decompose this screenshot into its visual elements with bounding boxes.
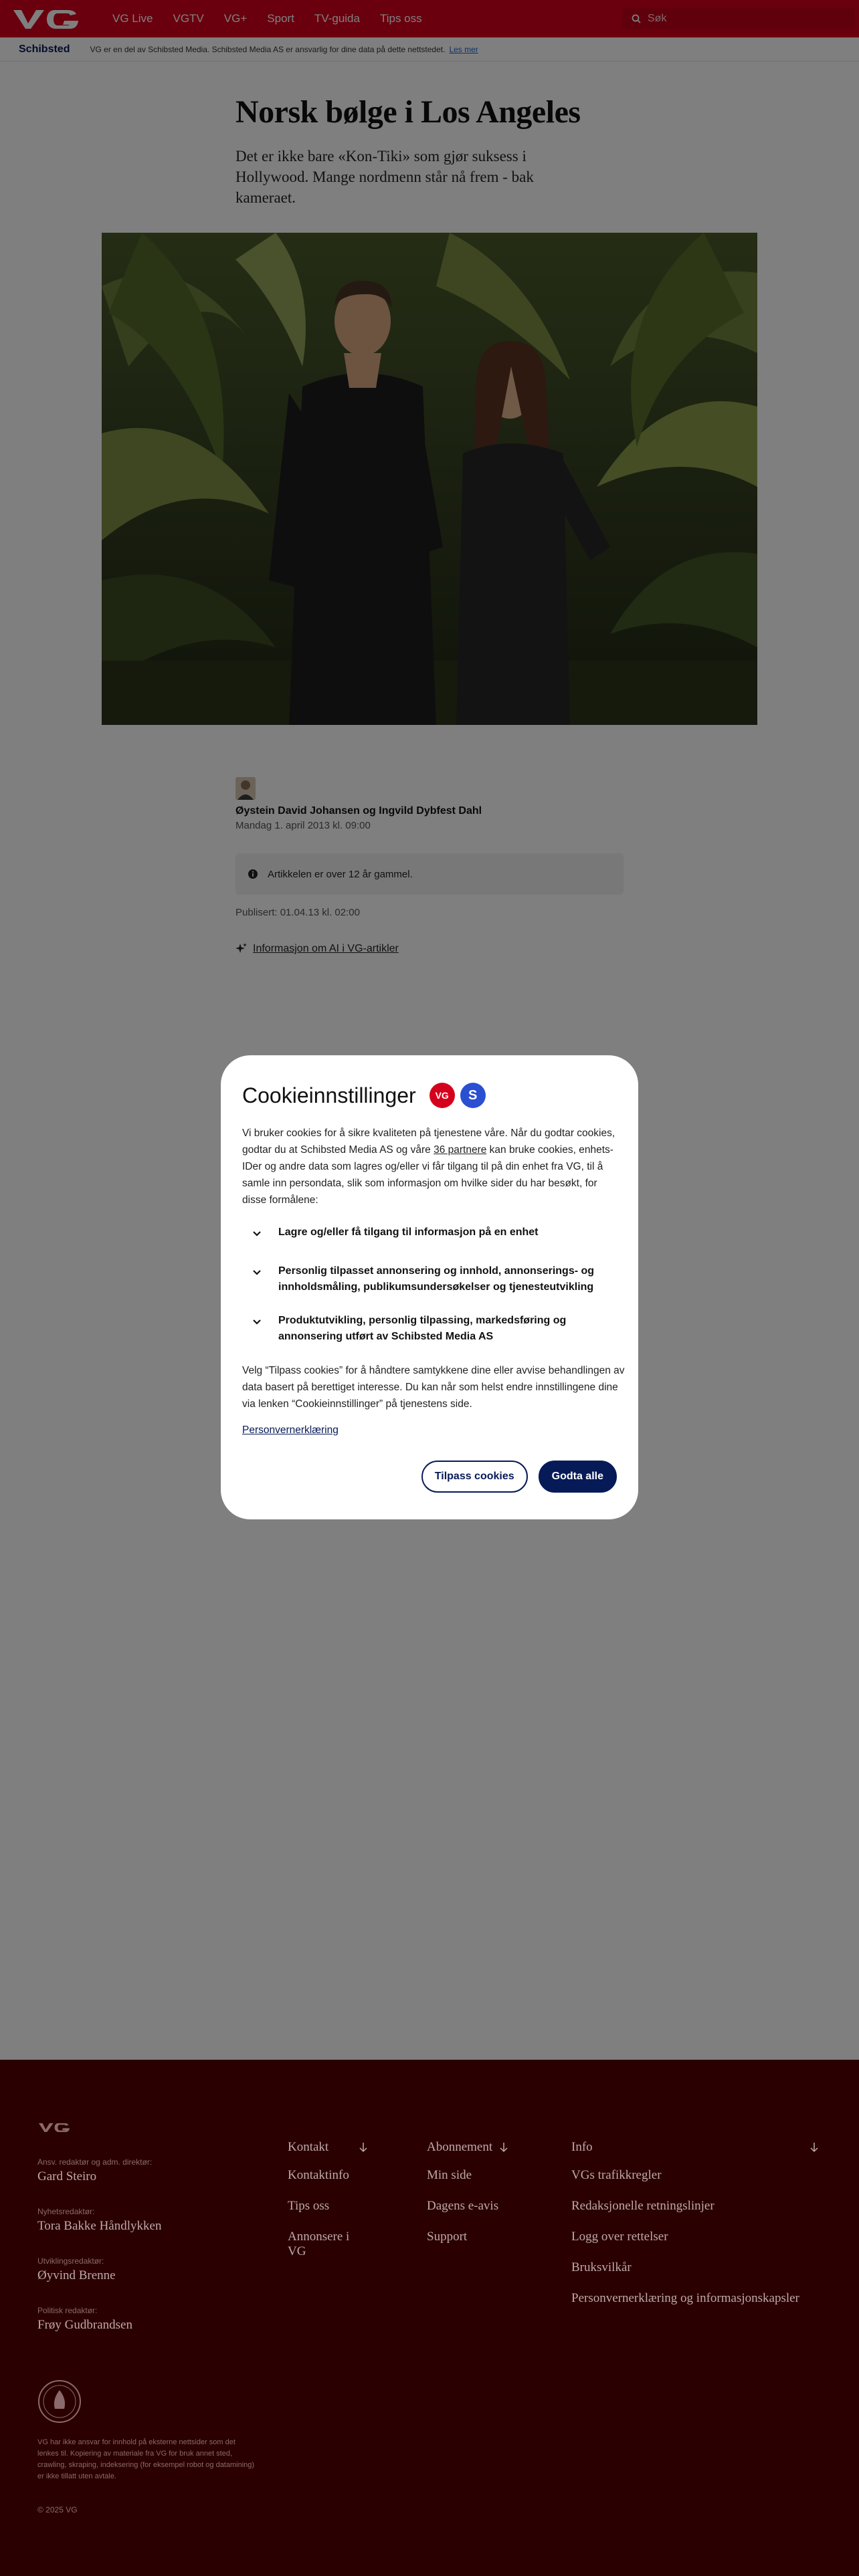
footer-link[interactable]: Redaksjonelle retningslinjer: [571, 2199, 714, 2213]
schibsted-badge-icon: S: [460, 1083, 486, 1108]
purpose-label: Lagre og/eller få tilgang til informasjon på en enhet: [278, 1226, 539, 1238]
purpose-item-advertising[interactable]: [242, 1263, 617, 1295]
footer-link[interactable]: Logg over rettelser: [571, 2230, 668, 2244]
footer-column-title: Abonnement: [427, 2140, 493, 2154]
partners-link[interactable]: 36 partnere: [434, 1144, 487, 1156]
staff-name: Frøy Gudbrandsen: [37, 2318, 132, 2332]
footer-column-title: Kontakt: [288, 2140, 329, 2154]
customize-cookies-button[interactable]: Tilpass cookies: [421, 1461, 528, 1493]
arrow-down-icon: [359, 2142, 368, 2153]
staff-role: Utviklingsredaktør:: [37, 2256, 104, 2266]
purpose-label: Personlig tilpasset annonsering og innhold, annonserings- og innholdsmåling, publikumsundersøkelser og tjenesteutvikling: [278, 1265, 595, 1293]
purpose-item-storage[interactable]: [242, 1224, 617, 1241]
accept-all-button[interactable]: Godta alle: [539, 1461, 617, 1493]
chevron-down-icon[interactable]: [250, 1315, 264, 1328]
staff-role: Politisk redaktør:: [37, 2306, 98, 2315]
staff-name: Gard Steiro: [37, 2169, 97, 2183]
footer-link[interactable]: Tips oss: [288, 2199, 330, 2213]
footer-link[interactable]: VGs trafikkregler: [571, 2168, 662, 2182]
chevron-down-icon[interactable]: [250, 1226, 264, 1240]
cookie-dialog-actions: [421, 1461, 617, 1493]
footer-column-info: [571, 2140, 819, 2322]
purpose-label: Produktutvikling, personlig tilpassing, markedsføring og annonsering utført av Schibsted Media AS: [278, 1315, 567, 1342]
vg-badge-icon: VG: [430, 1083, 455, 1108]
cookie-intro-text: [242, 1125, 621, 1208]
cookie-consent-dialog: [221, 1055, 638, 1519]
cookie-dialog-title: Cookieinnstillinger: [242, 1083, 416, 1107]
footer-link[interactable]: Min side: [427, 2168, 472, 2182]
footer-column-subscription: [427, 2140, 508, 2260]
footer-link[interactable]: Dagens e-avis: [427, 2199, 499, 2213]
footer-column-header[interactable]: [427, 2140, 508, 2155]
cookie-intro-part1: Vi bruker cookies for å sikre kvaliteten på tjenestene våre. Når du godtar cookies, godtar du at Schibsted Media AS og våre: [242, 1128, 615, 1156]
staff-name: Tora Bakke Håndlykken: [37, 2219, 162, 2233]
arrow-down-icon: [499, 2142, 508, 2153]
privacy-policy-link[interactable]: Personvernerklæring: [242, 1424, 339, 1436]
footer-column-header[interactable]: [571, 2140, 819, 2155]
site-footer: [0, 2060, 859, 2576]
footer-copyright: © 2025 VG: [37, 2505, 78, 2514]
footer-link[interactable]: Annonsere i VG: [288, 2230, 350, 2258]
footer-column-header[interactable]: [288, 2140, 368, 2155]
footer-column-title: Info: [571, 2140, 593, 2154]
footer-link[interactable]: Support: [427, 2230, 468, 2244]
staff-name: Øyvind Brenne: [37, 2268, 116, 2282]
staff-role: Ansv. redaktør og adm. direktør:: [37, 2157, 153, 2167]
purpose-item-product-development[interactable]: [242, 1313, 617, 1345]
footer-column-contact: [288, 2140, 368, 2275]
press-ethics-seal-icon[interactable]: [37, 2379, 82, 2424]
footer-disclaimer: VG har ikke ansvar for innhold på eksterne nettsider som det lenkes til. Kopiering av materiale fra VG for bruk annet sted, crawling, skraping, indeksering (for eksempel robot og datamining) er ikke tillatt uten avtale.: [37, 2438, 255, 2480]
footer-vg-logo[interactable]: [37, 2121, 75, 2133]
cookie-dialog-header: [242, 1082, 617, 1109]
chevron-down-icon[interactable]: [250, 1265, 264, 1279]
arrow-down-icon: [809, 2142, 819, 2153]
cookie-intro-part2: kan bruke cookies, enhets-IDer og andre data som lagres og/eller vi får tilgang til på din enhet fra VG, til å samle inn persondata, slik som informasjon om hvilke sider du har besøkt, for disse formålene:: [242, 1144, 613, 1206]
cookie-note-text: Velg “Tilpass cookies” for å håndtere samtykkene dine eller avvise behandlingen av data basert på berettiget interesse. Du kan når som helst endre innstillingene dine via lenken “Cookieinnstillinger” på tjenestens side.: [242, 1365, 625, 1410]
footer-link[interactable]: Personvernerklæring og informasjonskapsler: [571, 2291, 799, 2305]
cookie-dialog-logos: [430, 1083, 486, 1108]
footer-editorial-staff: [37, 2157, 265, 2355]
footer-link[interactable]: Bruksvilkår: [571, 2260, 632, 2274]
staff-role: Nyhetsredaktør:: [37, 2207, 95, 2216]
footer-link[interactable]: Kontaktinfo: [288, 2168, 349, 2182]
